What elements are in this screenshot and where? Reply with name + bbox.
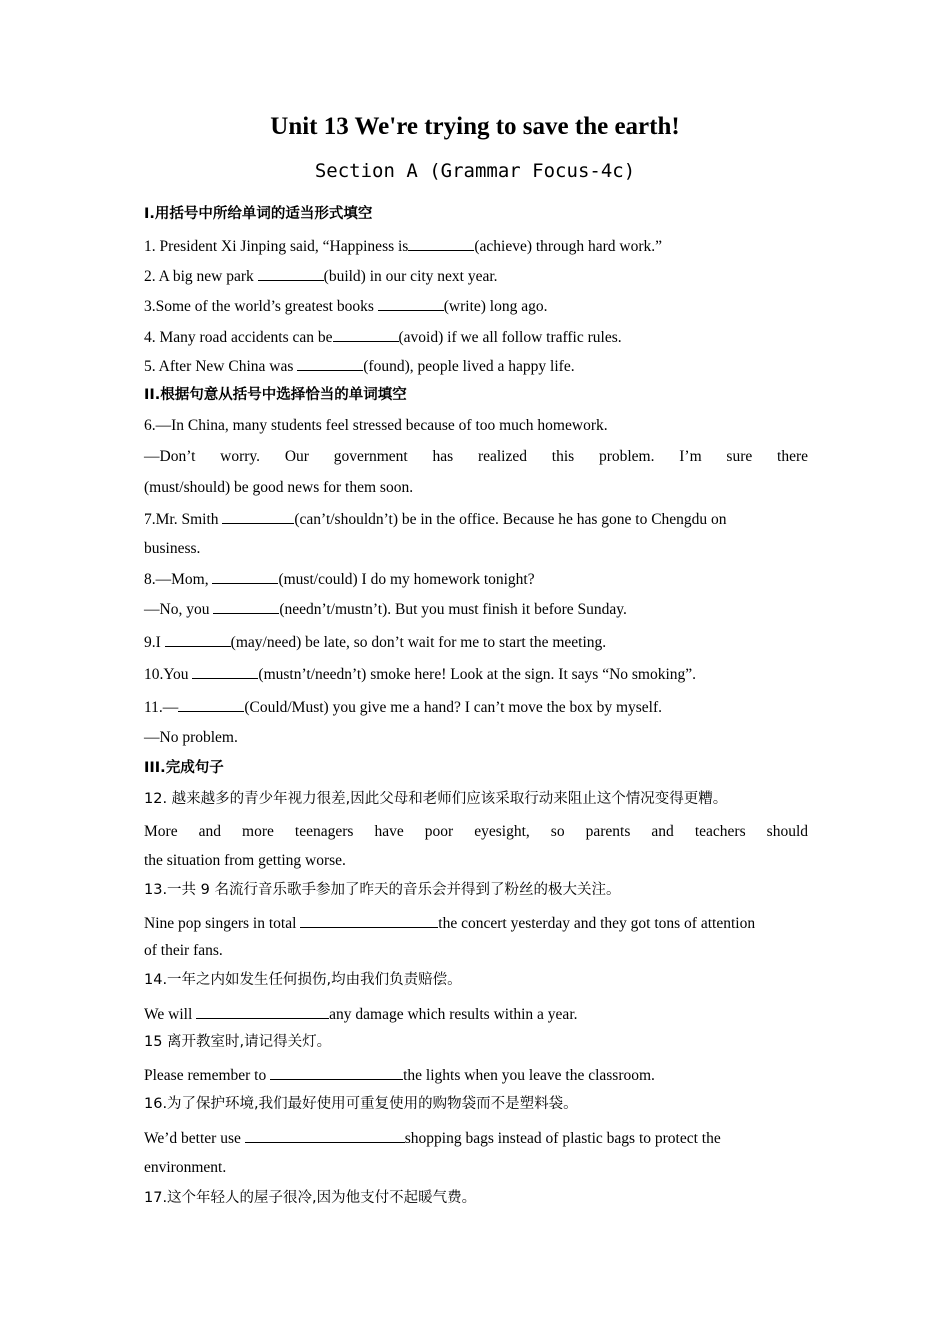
question-7: 7.Mr. Smith (can’t/shouldn’t) be in the office. Because he has gone to Chengdu on (144, 507, 808, 531)
question-6-reply: —Don’t worry. Our government has realized this problem. I’m sure there (144, 448, 808, 465)
question-5: 5. After New China was (found), people lived a happy life. (144, 354, 808, 378)
section-2-heading: II.根据句意从括号中选择恰当的单词填空 (144, 387, 407, 403)
question-12-chinese: 12. 越来越多的青少年视力很差,因此父母和老师们应该采取行动来阻止这个情况变得更糟。 (144, 791, 728, 807)
question-13-english: Nine pop singers in total the concert yesterday and they got tons of attention (144, 911, 808, 935)
question-2: 2. A big new park (build) in our city next year. (144, 264, 808, 288)
answer-blank-3 (378, 294, 444, 311)
question-12-english-cont: the situation from getting worse. (144, 852, 346, 869)
question-16-chinese: 16.为了保护环境,我们最好使用可重复使用的购物袋而不是塑料袋。 (144, 1096, 578, 1112)
question-15-english: Please remember to the lights when you leave the classroom. (144, 1063, 808, 1087)
question-1: 1. President Xi Jinping said, “Happiness is (achieve) through hard work.” (144, 234, 808, 258)
answer-blank-10 (192, 662, 258, 679)
answer-blank-11 (178, 695, 244, 712)
question-16-english: We’d better use shopping bags instead of plastic bags to protect the (144, 1126, 808, 1150)
question-13-english-cont: of their fans. (144, 942, 223, 959)
question-14-english: We will any damage which results within a year. (144, 1002, 808, 1026)
answer-blank-2 (258, 264, 324, 281)
document-title: Unit 13 We're trying to save the earth! (270, 113, 680, 140)
answer-blank-7 (222, 507, 294, 524)
answer-blank-4 (333, 325, 399, 342)
question-11: 11.— (Could/Must) you give me a hand? I can’t move the box by myself. (144, 695, 808, 719)
answer-blank-16 (245, 1126, 405, 1143)
question-13-chinese: 13.一共 9 名流行音乐歌手参加了昨天的音乐会并得到了粉丝的极大关注。 (144, 882, 621, 898)
question-15-chinese: 15 离开教室时,请记得关灯。 (144, 1034, 332, 1050)
question-9: 9.I (may/need) be late, so don’t wait for me to start the meeting. (144, 630, 808, 654)
question-14-chinese: 14.一年之内如发生任何损伤,均由我们负责赔偿。 (144, 972, 462, 988)
question-16-english-cont: environment. (144, 1159, 227, 1176)
answer-blank-13 (300, 911, 438, 928)
question-17-chinese: 17.这个年轻人的屋子很冷,因为他支付不起暖气费。 (144, 1190, 477, 1206)
question-8-reply: —No, you (needn’t/mustn’t). But you must finish it before Sunday. (144, 597, 808, 621)
document-subtitle: Section A (Grammar Focus-4c) (314, 160, 636, 182)
question-3: 3.Some of the world’s greatest books (write) long ago. (144, 294, 808, 318)
question-11-reply: —No problem. (144, 729, 238, 746)
answer-blank-14 (196, 1002, 329, 1019)
question-6-prompt: 6.—In China, many students feel stressed because of too much homework. (144, 417, 608, 434)
answer-blank-1 (408, 234, 474, 251)
question-4: 4. Many road accidents can be (avoid) if we all follow traffic rules. (144, 325, 808, 349)
section-1-heading: I.用括号中所给单词的适当形式填空 (144, 206, 373, 222)
answer-blank-8b (213, 597, 279, 614)
answer-blank-8a (212, 567, 278, 584)
question-10: 10.You (mustn’t/needn’t) smoke here! Look at the sign. It says “No smoking”. (144, 662, 808, 686)
question-7-cont: business. (144, 540, 201, 557)
answer-blank-15 (270, 1063, 403, 1080)
answer-blank-9 (165, 630, 231, 647)
section-3-heading: III.完成句子 (144, 760, 224, 776)
question-8: 8.—Mom, (must/could) I do my homework tonight? (144, 567, 808, 591)
question-6-reply-cont: (must/should) be good news for them soon. (144, 479, 414, 496)
answer-blank-5 (297, 354, 363, 371)
question-12-english: More and more teenagers have poor eyesight, so parents and teachers should (144, 823, 808, 840)
